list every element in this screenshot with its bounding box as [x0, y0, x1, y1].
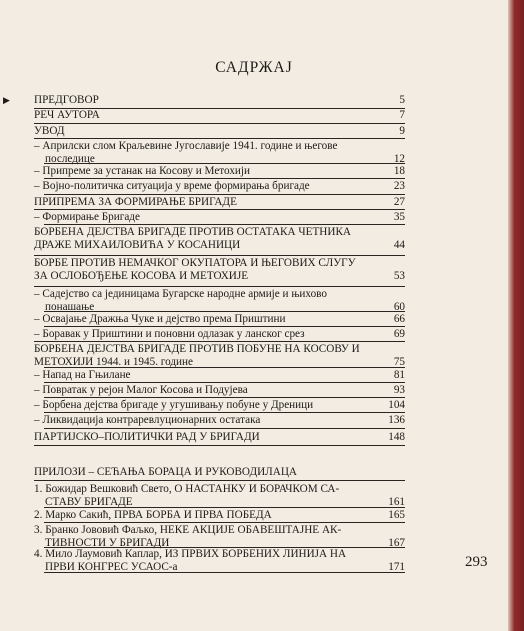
- toc-entry-title: – Априлски слом Краљевине Југославије 1941. године и његове: [34, 140, 338, 152]
- toc-entry-title: – Садејство са јединицама Бугарске народне армије и њихово: [34, 288, 327, 300]
- toc-entry-title: последице: [45, 152, 95, 165]
- toc-divider: [34, 123, 405, 124]
- toc-entry-page: 60: [393, 300, 405, 313]
- toc-divider: [44, 547, 405, 548]
- toc-entry-page: 165: [388, 509, 405, 521]
- toc-entry-page: 69: [393, 328, 405, 340]
- margin-bullet: ▶: [3, 95, 10, 105]
- toc-entry-page: 104: [388, 399, 405, 411]
- page-number: 293: [465, 554, 488, 570]
- toc-entry-page: 53: [393, 269, 405, 282]
- toc-divider: [44, 428, 405, 429]
- toc-divider: [34, 286, 405, 287]
- toc-entry-page: 9: [399, 125, 405, 137]
- toc-entry-title: ПРВИ КОНГРЕС УСАОС-а: [45, 560, 178, 573]
- toc-entry-title: – Припреме за устанак на Косову и Метохији: [34, 165, 251, 177]
- toc-divider: [34, 138, 405, 139]
- toc-entry-title: ПАРТИЈСКО–ПОЛИТИЧКИ РАД У БРИГАДИ: [34, 431, 260, 443]
- toc-entry-title: ЗА ОСЛОБОЂЕЊЕ КОСОВА И МЕТОХИЈЕ: [34, 269, 249, 282]
- toc-entry-page: 148: [388, 431, 405, 443]
- toc-entry-page: 171: [388, 560, 405, 573]
- toc-entry-title: – Освајање Дражња Чуке и дејство према Приштини: [34, 313, 286, 325]
- toc-entry-title: – Борбена дејства бригаде у угушивању побуне у Дреници: [34, 399, 314, 411]
- toc-entry-title: РЕЧ АУТОРА: [34, 109, 100, 121]
- toc-entry-title: – Војно-политичка ситуација у време формирања бригаде: [34, 180, 310, 192]
- toc-entry-title: УВОД: [34, 125, 65, 137]
- toc-entry-title: ТИВНОСТИ У БРИГАДИ: [45, 536, 170, 549]
- toc-entry-title: ПРИЛОЗИ – СЕЋАЊА БОРАЦА И РУКОВОДИЛАЦА: [34, 466, 297, 478]
- toc-entry-title: ДРАЖЕ МИХАИЛОВИЋА У КОСАНИЦИ: [34, 238, 241, 251]
- toc-divider: [44, 367, 405, 368]
- toc-divider: [44, 224, 405, 225]
- toc-entry-page: 35: [393, 211, 405, 223]
- toc-entry-page: 75: [393, 355, 405, 368]
- toc-divider: [44, 382, 405, 383]
- toc-entry-page: 44: [393, 238, 405, 251]
- toc-entry-page: 81: [393, 369, 405, 381]
- toc-divider: [44, 311, 405, 312]
- toc-divider: [34, 480, 405, 481]
- toc-entry-title: – Формирање Бригаде: [34, 211, 140, 223]
- toc-divider: [34, 445, 405, 446]
- toc-divider: [44, 507, 405, 508]
- toc-entry-page: 5: [399, 94, 405, 106]
- toc-entry-title: ПРЕДГОВОР: [34, 94, 99, 106]
- toc-entry-title: – Напад на Гњилане: [34, 369, 131, 381]
- toc-divider: [44, 522, 405, 523]
- toc-entry-page: 136: [388, 414, 405, 426]
- toc-entry-page: 27: [393, 196, 405, 208]
- toc-entry-title: понашање: [45, 300, 95, 313]
- toc-entry-page: 93: [393, 384, 405, 396]
- toc-entry-title: 1. Божидар Вешковић Свето, О НАСТАНКУ И БОРАЧКОМ СА-: [34, 483, 340, 495]
- toc-entry-title: – Боравак у Приштини и поновни одлазак у ланског срез: [34, 328, 305, 340]
- toc-entry-title: БОРБЕНА ДЕЈСТВА БРИГАДЕ ПРОТИВ ОСТАТАКА ЧЕТНИКА: [34, 226, 351, 238]
- toc-entry-title: БОРБЕ ПРОТИВ НЕМАЧКОГ ОКУПАТОРА И ЊЕГОВИХ СЛУГУ: [34, 257, 356, 269]
- page-title: САДРЖАЈ: [215, 59, 293, 76]
- toc-divider: [34, 341, 405, 342]
- toc-divider: [34, 255, 405, 256]
- toc-divider: [44, 163, 405, 164]
- toc-entry-title: 2. Марко Сакић, ПРВА БОРБА И ПРВА ПОБЕДА: [34, 509, 272, 521]
- toc-divider: [44, 326, 405, 327]
- toc-entry-page: 23: [393, 180, 405, 192]
- toc-entry-title: 4. Мило Лаумовић Каплар, ИЗ ПРВИХ БОРБЕНИХ ЛИНИЈА НА: [34, 548, 347, 560]
- book-cover-edge: [508, 0, 524, 631]
- toc-entry-title: – Ликвидација контраревлуционарних остатака: [34, 414, 261, 426]
- toc-divider: [34, 209, 405, 210]
- toc-entry-title: БОРБЕНА ДЕЈСТВА БРИГАДЕ ПРОТИВ ПОБУНЕ НА КОСОВУ И: [34, 343, 360, 355]
- toc-entry-page: 12: [393, 152, 405, 165]
- toc-entry-title: – Повратак у рејон Малог Косова и Подујева: [34, 384, 248, 396]
- toc-entry-title: МЕТОХИЈИ 1944. и 1945. године: [34, 355, 193, 368]
- toc-entry-title: ПРИПРЕМА ЗА ФОРМИРАЊЕ БРИГАДЕ: [34, 196, 237, 208]
- toc-entry-page: 66: [393, 313, 405, 325]
- toc-divider: [34, 108, 405, 109]
- toc-divider: [44, 572, 405, 573]
- toc-entry-title: 3. Бранко Јововић Фаљко, НЕКЕ АКЦИЈЕ ОБАВЕШТАЈНЕ АК-: [34, 524, 342, 536]
- toc-divider: [44, 178, 405, 179]
- toc-divider: [44, 397, 405, 398]
- toc-divider: [44, 412, 405, 413]
- toc-entry-page: 18: [393, 165, 405, 177]
- toc-entry-title: СТАВУ БРИГАДЕ: [45, 495, 133, 508]
- toc-entry-page: 161: [388, 495, 405, 508]
- toc-entry-page: 167: [388, 536, 405, 549]
- toc-entry-page: 7: [399, 109, 405, 121]
- toc-divider: [44, 194, 405, 195]
